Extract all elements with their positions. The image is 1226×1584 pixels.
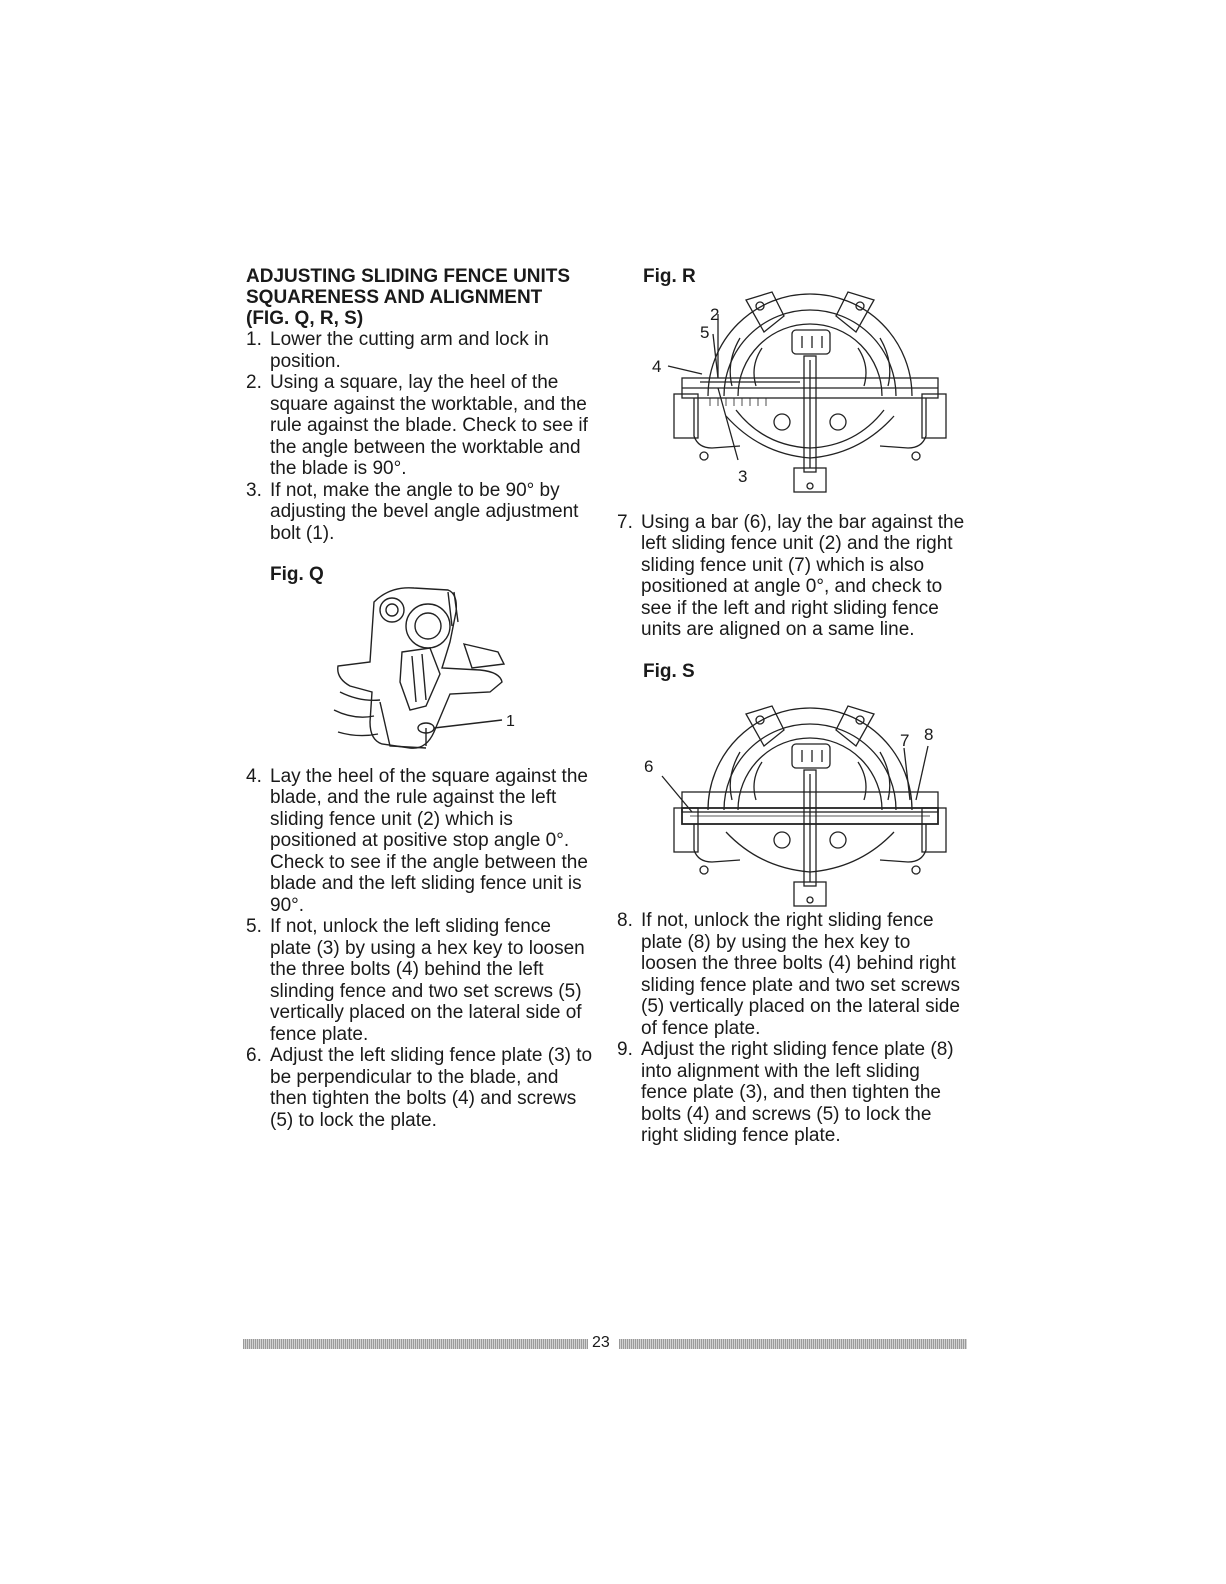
step-number: 4. bbox=[246, 765, 262, 787]
fig-r-illustration bbox=[652, 286, 960, 500]
step-text: If not, unlock the right sliding fence plate (8) by using the hex key to loosen the three bolts (4) behind right sliding fence plate and two set screws (5) vertically placed on the lateral side of fence plate. bbox=[641, 910, 960, 1039]
step-text: If not, make the angle to be 90° by adjusting the bevel angle adjustment bolt (1). bbox=[270, 479, 579, 544]
step-number: 9. bbox=[617, 1039, 633, 1060]
section-heading bbox=[246, 266, 596, 329]
step-number: 5. bbox=[246, 916, 262, 937]
step-number: 8. bbox=[617, 910, 633, 931]
fig-r-callout-3: 3 bbox=[738, 467, 748, 486]
fig-s-callout-7: 7 bbox=[900, 731, 910, 750]
step-text: Lower the cutting arm and lock in position. bbox=[270, 329, 549, 372]
step-number: 6. bbox=[246, 1045, 262, 1066]
fig-q-label: Fig. Q bbox=[270, 564, 324, 585]
step-item bbox=[617, 512, 967, 641]
footer-rule-left bbox=[243, 1339, 588, 1349]
fig-r-label: Fig. R bbox=[643, 266, 696, 287]
step-item bbox=[246, 372, 596, 480]
fig-r-callout-5: 5 bbox=[700, 323, 710, 342]
step-text: Using a bar (6), lay the bar against the left sliding fence unit (2) and the right sliding fence unit (7) which is also positioned at angle 0°, and check to see if the left and right sliding fence units are aligned on a same line. bbox=[641, 511, 965, 640]
heading-line-2: SQUARENESS AND ALIGNMENT bbox=[246, 287, 543, 308]
footer-rule-right bbox=[619, 1339, 967, 1349]
heading-line-1: ADJUSTING SLIDING FENCE UNITS bbox=[246, 266, 571, 287]
step-item bbox=[246, 480, 596, 545]
step-item bbox=[246, 766, 596, 917]
step-text: Using a square, lay the heel of the square against the worktable, and the rule against the blade. Check to see if the angle between the worktable and the blade is 90°. bbox=[270, 372, 588, 479]
step-text: If not, unlock the left sliding fence plate (3) by using a hex key to loosen the three bolts (4) behind the left slinding fence and two set screws (5) vertically placed on the lateral side of fence plate. bbox=[270, 916, 585, 1045]
step-number: 2. bbox=[246, 372, 262, 393]
step-item bbox=[246, 1045, 596, 1131]
step-number: 1. bbox=[246, 329, 262, 350]
fig-q-illustration bbox=[330, 582, 530, 770]
fig-s-callout-8: 8 bbox=[924, 725, 934, 744]
fig-q-callout-1: 1 bbox=[506, 713, 515, 730]
step-number: 7. bbox=[617, 511, 633, 533]
heading-line-3: (FIG. Q, R, S) bbox=[246, 308, 364, 329]
step-text: Lay the heel of the square against the blade, and the rule against the left sliding fence unit (2) which is positioned at positive stop angle 0°. Check to see if the angle between the blade and the left sliding fence unit is 90°. bbox=[270, 765, 588, 916]
step-text: Adjust the left sliding fence plate (3) to be perpendicular to the blade, and then tighten the bolts (4) and screws (5) to lock the plate. bbox=[270, 1045, 593, 1131]
page-number: 23 bbox=[592, 1334, 610, 1351]
fig-s-callout-6: 6 bbox=[644, 757, 654, 776]
fig-s-illustration bbox=[644, 700, 960, 914]
fig-s-label: Fig. S bbox=[643, 660, 695, 682]
step-item bbox=[617, 1039, 967, 1147]
fig-r-callout-4: 4 bbox=[652, 357, 662, 376]
steps-list-8-9 bbox=[617, 910, 967, 1147]
steps-list-7 bbox=[617, 512, 967, 641]
step-number: 3. bbox=[246, 479, 262, 501]
steps-list-1-3 bbox=[246, 329, 596, 544]
step-item bbox=[617, 910, 967, 1039]
steps-list-4-6 bbox=[246, 766, 596, 1132]
fig-r-callout-2: 2 bbox=[710, 305, 720, 324]
step-text: Adjust the right sliding fence plate (8) into alignment with the left sliding fence plate (3), and then tighten the bolts (4) and screws (5) to lock the right sliding fence plate. bbox=[641, 1039, 954, 1146]
step-item bbox=[246, 329, 596, 372]
page-footer bbox=[243, 1336, 967, 1352]
step-item bbox=[246, 916, 596, 1045]
